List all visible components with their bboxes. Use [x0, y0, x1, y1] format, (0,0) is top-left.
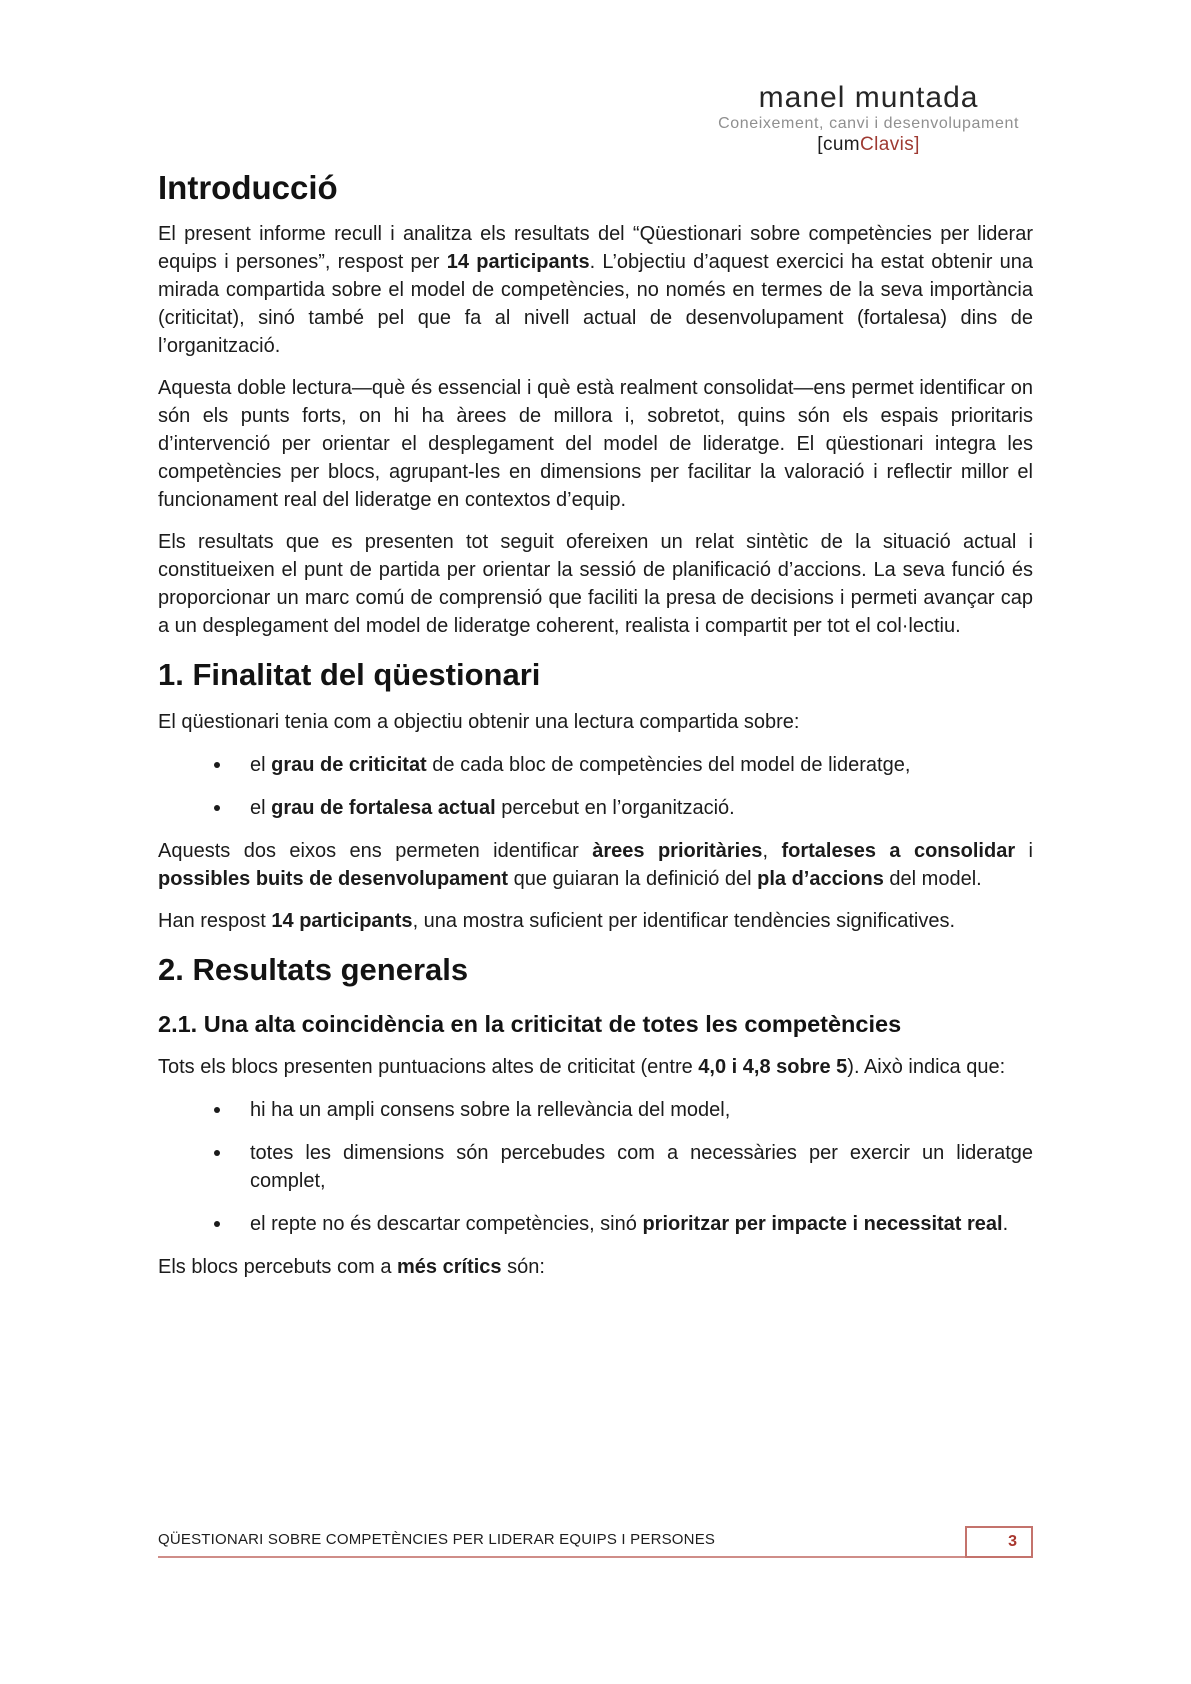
page-number-badge	[965, 1526, 1033, 1558]
paragraph: Aquesta doble lectura—què és essencial i què està realment consolidat—ens permet identificar on són els punts forts, on hi ha àrees de millora i, sobretot, quins són els espais prioritaris d’intervenció per orientar el desplegament del model de lideratge. El qüestionari integra les competències per blocs, agrupant-les en dimensions per facilitar la valoració i reflectir millor el funcionament real del lideratge en contextos d’equip.	[158, 377, 1033, 511]
wordmark-prefix: [cum	[817, 134, 861, 155]
brand-wordmark	[718, 133, 1019, 156]
subsection-heading: 2.1. Una alta coincidència en la criticitat de totes les competències	[158, 1011, 902, 1037]
paragraph: El qüestionari tenia com a objectiu obtenir una lectura compartida sobre:	[158, 711, 800, 733]
bullet-item: totes les dimensions són percebudes com a necessàries per exercir un lideratge complet,	[158, 1139, 1033, 1195]
page-number: 3	[1008, 1533, 1017, 1550]
footer-rule	[158, 1556, 1033, 1558]
bullet-item: hi ha un ampli consens sobre la rellevància del model,	[158, 1096, 1033, 1124]
bullet-item: el repte no és descartar competències, sinó prioritzar per impacte i necessitat real.	[158, 1210, 1033, 1238]
paragraph: Els resultats que es presenten tot seguit ofereixen un relat sintètic de la situació actual i constitueixen el punt de partida per orientar la sessió de planificació d’accions. La seva funció és proporcionar un marc comú de comprensió que faciliti la presa de decisions i permeti avançar cap a un desplegament del model de lideratge coherent, realista i compartit per tot el col·lectiu.	[158, 531, 1033, 637]
paragraph: Tots els blocs presenten puntuacions altes de criticitat (entre 4,0 i 4,8 sobre 5). Això indica que:	[158, 1056, 1006, 1078]
section-heading: 1. Finalitat del qüestionari	[158, 657, 541, 692]
wordmark-accent: Clavis]	[860, 134, 920, 155]
bullet-item: el grau de criticitat de cada bloc de competències del model de lideratge,	[158, 751, 1033, 779]
letterhead-block	[718, 82, 1019, 156]
paragraph: El present informe recull i analitza els resultats del “Qüestionari sobre competències per liderar equips i persones”, respost per 14 participants. L’objectiu d’aquest exercici ha estat obtenir una mirada compartida sobre el model de competències, no només en termes de la seva importància (criticitat), sinó també pel que fa al nivell actual de desenvolupament (fortalesa) dins de l’organització.	[158, 223, 1033, 357]
brand-tagline: Coneixement, canvi i desenvolupament	[718, 115, 1019, 132]
section-heading: 2. Resultats generals	[158, 952, 469, 987]
document-title: Introducció	[158, 169, 338, 206]
letterhead	[158, 82, 1033, 156]
paragraph: Els blocs percebuts com a més crítics són:	[158, 1256, 545, 1278]
document-body	[158, 170, 1033, 1281]
paragraph: Han respost 14 participants, una mostra suficient per identificar tendències significatives.	[158, 910, 956, 932]
brand-name: manel muntada	[758, 81, 979, 114]
footer-title: QÜESTIONARI SOBRE COMPETÈNCIES PER LIDERAR EQUIPS I PERSONES	[158, 1531, 716, 1548]
bullet-item: el grau de fortalesa actual percebut en l’organització.	[158, 794, 1033, 822]
content-column	[158, 0, 1033, 1295]
paragraph: Aquests dos eixos ens permeten identificar àrees prioritàries, fortaleses a consolidar i possibles buits de desenvolupament que guiaran la definició del pla d’accions del model.	[158, 840, 1033, 890]
